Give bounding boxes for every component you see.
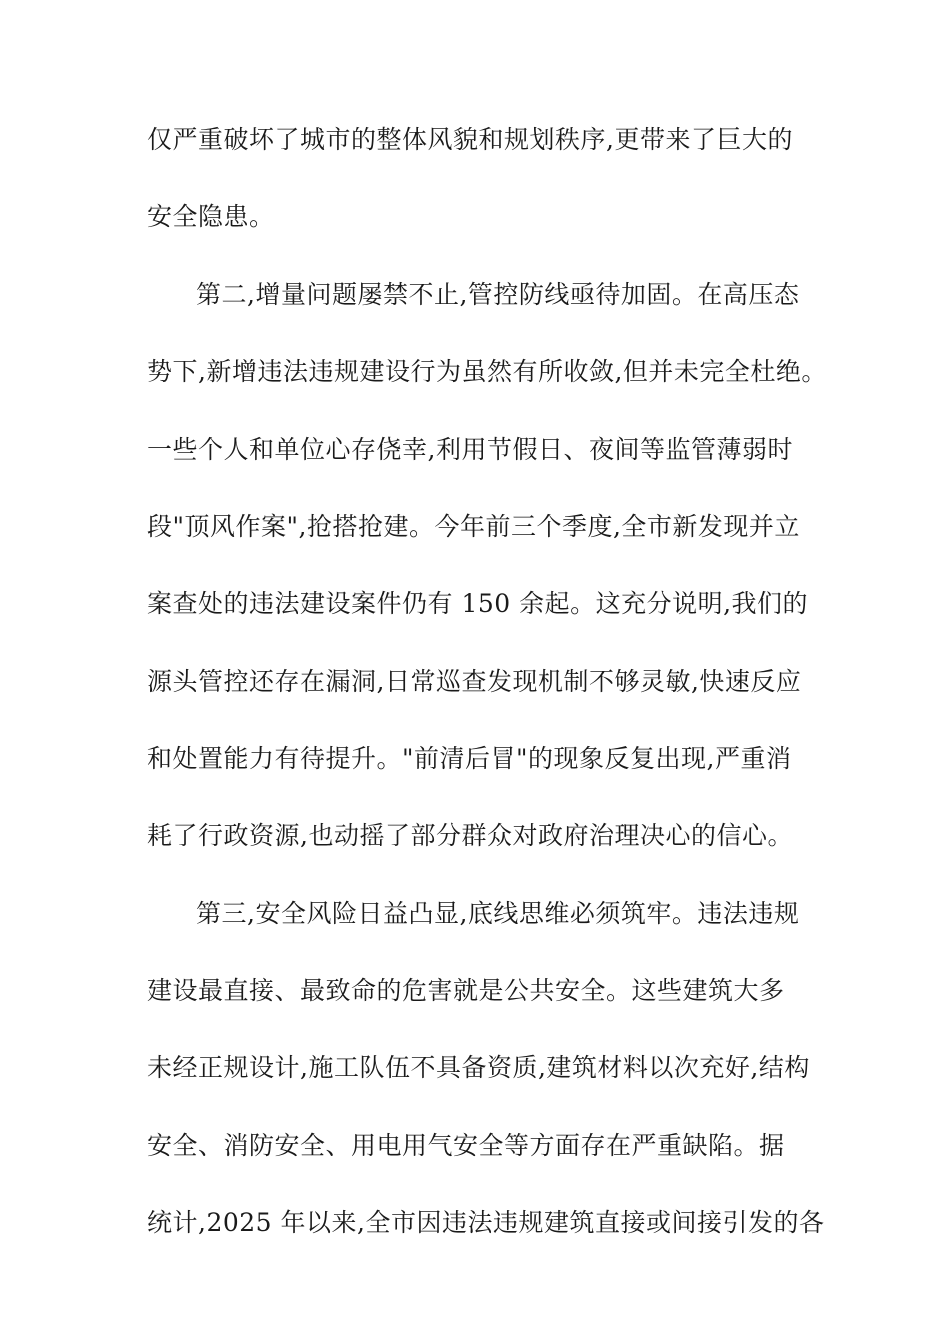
paragraph-start-line: 第二,增量问题屡禁不止,管控防线亟待加固。在高压态 [196, 280, 800, 309]
text-line: 段"顶风作案",抢搭抢建。今年前三个季度,全市新发现并立 [147, 512, 800, 541]
text-line: 耗了行政资源,也动摇了部分群众对政府治理决心的信心。 [147, 821, 793, 850]
text-line: 安全、消防安全、用电用气安全等方面存在严重缺陷。据 [147, 1131, 785, 1160]
text-line: 建设最直接、最致命的危害就是公共安全。这些建筑大多 [147, 976, 785, 1005]
paragraph-start-line: 第三,安全风险日益凸显,底线思维必须筑牢。违法违规 [196, 899, 800, 928]
text-line: 仅严重破坏了城市的整体风貌和规划秩序,更带来了巨大的 [147, 125, 793, 154]
text-line: 源头管控还存在漏洞,日常巡查发现机制不够灵敏,快速反应 [147, 667, 802, 696]
text-line: 和处置能力有待提升。"前清后冒"的现象反复出现,严重消 [147, 744, 792, 773]
text-line: 案查处的违法建设案件仍有 150 余起。这充分说明,我们的 [147, 589, 809, 618]
text-line: 统计,2025 年以来,全市因违法违规建筑直接或间接引发的各 [147, 1208, 825, 1237]
text-line: 未经正规设计,施工队伍不具备资质,建筑材料以次充好,结构 [147, 1053, 810, 1082]
text-line: 一些个人和单位心存侥幸,利用节假日、夜间等监管薄弱时 [147, 435, 793, 464]
text-line: 势下,新增违法违规建设行为虽然有所收敛,但并未完全杜绝。 [147, 357, 827, 386]
text-line: 安全隐患。 [147, 202, 275, 231]
